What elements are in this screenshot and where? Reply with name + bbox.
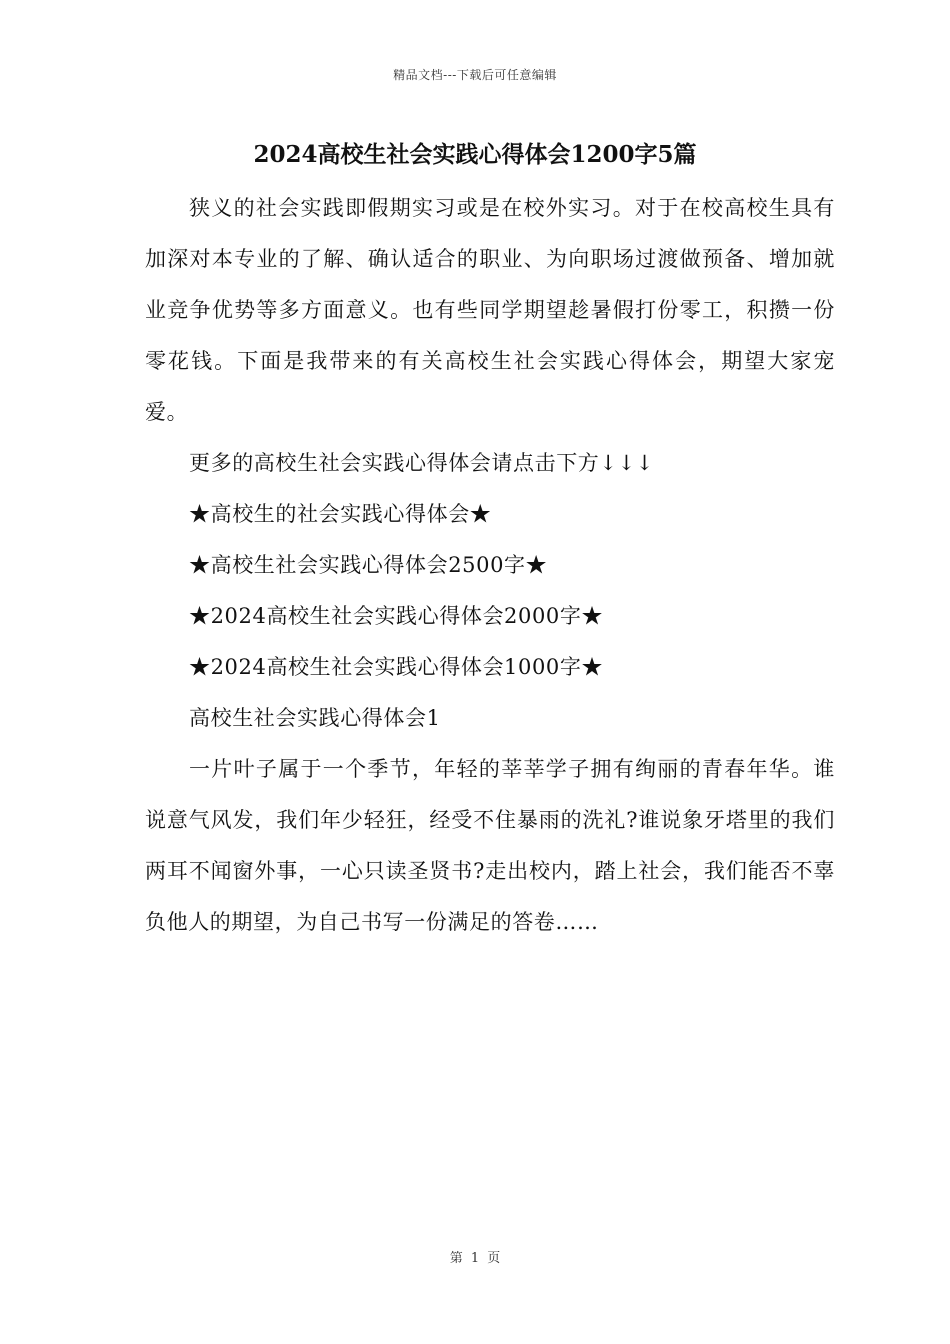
document-body (145, 183, 835, 948)
related-link-1[interactable]: ★高校生的社会实践心得体会★ (189, 502, 492, 526)
section-heading: 高校生社会实践心得体会1 (189, 706, 441, 730)
related-link-4[interactable]: ★2024高校生社会实践心得体会1000字★ (189, 655, 604, 679)
document-title: 2024高校生社会实践心得体会1200字5篇 (253, 141, 697, 168)
more-prompt: 更多的高校生社会实践心得体会请点击下方↓↓↓ (189, 451, 654, 475)
related-link-3[interactable]: ★2024高校生社会实践心得体会2000字★ (189, 604, 604, 628)
section-paragraph: 一片叶子属于一个季节，年轻的莘莘学子拥有绚丽的青春年华。谁说意气风发，我们年少轻狂，经受不住暴雨的洗礼?谁说象牙塔里的我们两耳不闻窗外事，一心只读圣贤书?走出校内，踏上社会，我们能否不辜负他人的期望，为自己书写一份满足的答卷…… (145, 757, 835, 934)
intro-paragraph: 狭义的社会实践即假期实习或是在校外实习。对于在校高校生具有加深对本专业的了解、确认适合的职业、为向职场过渡做预备、增加就业竞争优势等多方面意义。也有些同学期望趁暑假打份零工，积攒一份零花钱。下面是我带来的有关高校生社会实践心得体会，期望大家宠爱。 (145, 196, 835, 424)
related-link-2[interactable]: ★高校生社会实践心得体会2500字★ (189, 553, 548, 577)
header-note: 精品文档---下载后可任意编辑 (393, 68, 557, 82)
page-number: 第 1 页 (449, 1251, 501, 1266)
